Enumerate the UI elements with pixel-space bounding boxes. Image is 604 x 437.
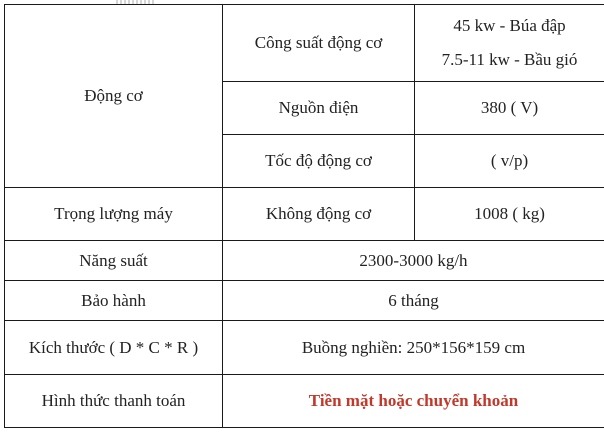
row-label-dong-co: Động cơ xyxy=(5,5,223,188)
value-thanh-toan: Tiền mặt hoặc chuyển khoản xyxy=(223,375,604,428)
sub-label-khong-dong-co: Không động cơ xyxy=(223,188,415,241)
row-label-thanh-toan: Hình thức thanh toán xyxy=(5,375,223,428)
table-row xyxy=(5,241,604,281)
row-label-bao-hanh: Bảo hành xyxy=(5,281,223,321)
row-label-trong-luong: Trọng lượng máy xyxy=(5,188,223,241)
spec-table xyxy=(4,4,604,428)
sub-label-cong-suat: Công suất động cơ xyxy=(223,5,415,82)
sub-label-nguon-dien: Nguồn điện xyxy=(223,82,415,135)
row-label-kich-thuoc: Kích thước ( D * C * R ) xyxy=(5,321,223,375)
value-trong-luong: 1008 ( kg) xyxy=(415,188,604,241)
sub-label-toc-do: Tốc độ động cơ xyxy=(223,135,415,188)
value-bao-hanh: 6 tháng xyxy=(223,281,604,321)
value-cong-suat-line-1: 45 kw - Búa đập xyxy=(453,16,566,35)
table-row xyxy=(5,321,604,375)
value-nang-suat: 2300-3000 kg/h xyxy=(223,241,604,281)
value-nguon-dien: 380 ( V) xyxy=(415,82,604,135)
table-row xyxy=(5,281,604,321)
table-row xyxy=(5,5,604,82)
table-row xyxy=(5,375,604,428)
value-cong-suat xyxy=(415,5,604,82)
value-cong-suat-line-2: 7.5-11 kw - Bầu gió xyxy=(441,50,578,69)
value-kich-thuoc: Buồng nghiền: 250*156*159 cm xyxy=(223,321,604,375)
value-toc-do: ( v/p) xyxy=(415,135,604,188)
row-label-nang-suat: Năng suất xyxy=(5,241,223,281)
table-row xyxy=(5,188,604,241)
